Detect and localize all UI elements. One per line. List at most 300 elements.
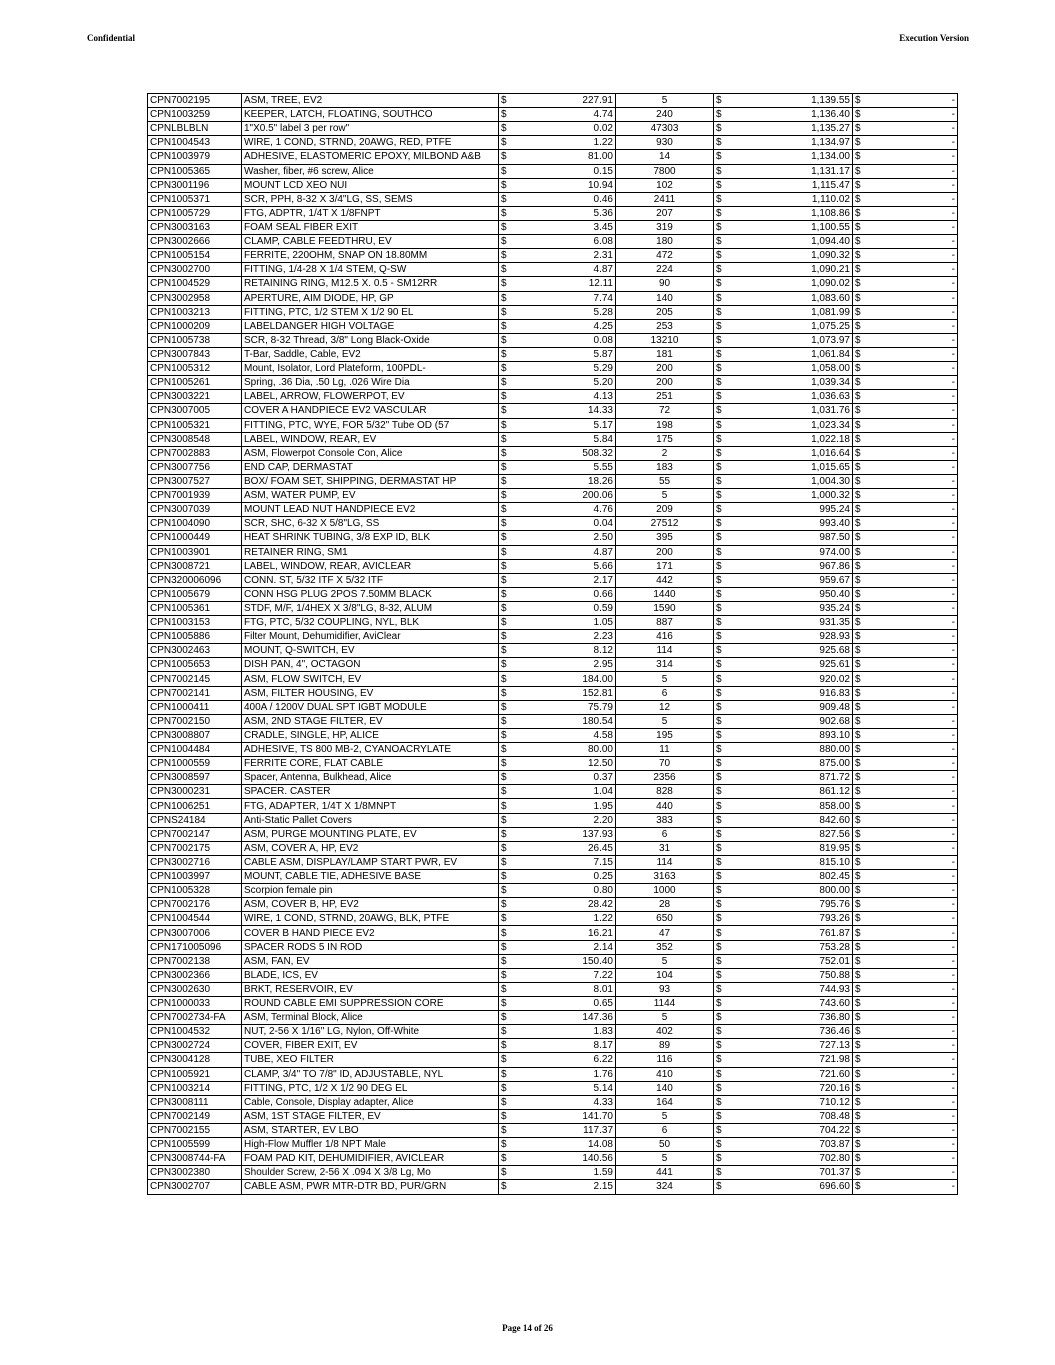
- currency-symbol: $: [501, 123, 507, 135]
- currency-symbol: $: [855, 236, 861, 248]
- description-cell: APERTURE, AIM DIODE, HP, GP: [242, 291, 499, 305]
- quantity-cell: 93: [616, 982, 714, 996]
- amount-value: -: [951, 969, 955, 981]
- currency-symbol: $: [716, 179, 722, 191]
- currency-symbol: $: [501, 1139, 507, 1151]
- unit-price-cell: [499, 1067, 616, 1081]
- unit-price-cell: [499, 362, 616, 376]
- currency-symbol: $: [716, 701, 722, 713]
- currency-symbol: $: [716, 1153, 722, 1165]
- currency-symbol: $: [716, 941, 722, 953]
- table-row: [148, 968, 958, 982]
- currency-symbol: $: [501, 1068, 507, 1080]
- part-number-cell: CPN3002707: [148, 1180, 242, 1194]
- currency-symbol: $: [501, 1040, 507, 1052]
- extended-price-value: 1,036.63: [811, 391, 850, 403]
- extended-price-value: 736.80: [819, 1012, 850, 1024]
- amount-value: -: [951, 998, 955, 1010]
- unit-price-value: 4.58: [593, 729, 613, 741]
- currency-symbol: $: [501, 504, 507, 516]
- part-number-cell: CPN3001196: [148, 178, 242, 192]
- amount-value: -: [951, 729, 955, 741]
- currency-symbol: $: [716, 1125, 722, 1137]
- description-cell: CABLE ASM, DISPLAY/LAMP START PWR, EV: [242, 855, 499, 869]
- extended-price-cell: [714, 1138, 853, 1152]
- part-number-cell: CPN7001939: [148, 489, 242, 503]
- currency-symbol: $: [501, 814, 507, 826]
- description-cell: COVER A HANDPIECE EV2 VASCULAR: [242, 404, 499, 418]
- currency-symbol: $: [716, 828, 722, 840]
- currency-symbol: $: [716, 983, 722, 995]
- extended-price-cell: [714, 573, 853, 587]
- currency-symbol: $: [716, 391, 722, 403]
- part-number-cell: CPN1003153: [148, 616, 242, 630]
- unit-price-cell: [499, 94, 616, 108]
- currency-symbol: $: [716, 1054, 722, 1066]
- extended-price-cell: [714, 785, 853, 799]
- unit-price-value: 28.42: [587, 899, 613, 911]
- description-cell: FITTING, PTC, WYE, FOR 5/32" Tube OD (57: [242, 418, 499, 432]
- unit-price-cell: [499, 573, 616, 587]
- currency-symbol: $: [716, 631, 722, 643]
- extended-price-value: 909.48: [819, 701, 850, 713]
- extended-price-cell: [714, 1166, 853, 1180]
- part-number-cell: CPN171005096: [148, 940, 242, 954]
- extended-price-value: 702.80: [819, 1153, 850, 1165]
- amount-value: -: [951, 179, 955, 191]
- extended-price-value: 752.01: [819, 955, 850, 967]
- amount-value: -: [951, 504, 955, 516]
- extended-price-cell: [714, 658, 853, 672]
- currency-symbol: $: [501, 334, 507, 346]
- part-number-cell: CPN7002175: [148, 841, 242, 855]
- currency-symbol: $: [855, 292, 861, 304]
- table-row: [148, 855, 958, 869]
- quantity-cell: 650: [616, 912, 714, 926]
- extended-price-cell: [714, 418, 853, 432]
- unit-price-cell: [499, 333, 616, 347]
- amount-cell: [853, 136, 958, 150]
- unit-price-value: 5.29: [593, 363, 613, 375]
- table-row: [148, 249, 958, 263]
- description-cell: Mount, Isolator, Lord Plateform, 100PDL-: [242, 362, 499, 376]
- quantity-cell: 47303: [616, 122, 714, 136]
- description-cell: MOUNT LCD XEO NUI: [242, 178, 499, 192]
- amount-cell: [853, 926, 958, 940]
- amount-cell: [853, 249, 958, 263]
- currency-symbol: $: [716, 1082, 722, 1094]
- currency-symbol: $: [716, 814, 722, 826]
- extended-price-value: 708.48: [819, 1110, 850, 1122]
- unit-price-cell: [499, 418, 616, 432]
- table-row: [148, 545, 958, 559]
- extended-price-value: 1,083.60: [811, 292, 850, 304]
- currency-symbol: $: [501, 842, 507, 854]
- amount-value: -: [951, 786, 955, 798]
- description-cell: STDF, M/F, 1/4HEX X 3/8"LG, 8-32, ALUM: [242, 601, 499, 615]
- amount-value: -: [951, 1167, 955, 1179]
- currency-symbol: $: [855, 998, 861, 1010]
- quantity-cell: 314: [616, 658, 714, 672]
- amount-cell: [853, 192, 958, 206]
- extended-price-cell: [714, 884, 853, 898]
- quantity-cell: 2411: [616, 192, 714, 206]
- amount-value: -: [951, 1082, 955, 1094]
- extended-price-value: 736.46: [819, 1026, 850, 1038]
- currency-symbol: $: [501, 165, 507, 177]
- currency-symbol: $: [855, 349, 861, 361]
- amount-cell: [853, 997, 958, 1011]
- currency-symbol: $: [855, 1054, 861, 1066]
- quantity-cell: 410: [616, 1067, 714, 1081]
- part-number-cell: CPN1005921: [148, 1067, 242, 1081]
- quantity-cell: 70: [616, 757, 714, 771]
- extended-price-value: 795.76: [819, 899, 850, 911]
- table-row: [148, 841, 958, 855]
- part-number-cell: CPN3008744-FA: [148, 1152, 242, 1166]
- part-number-cell: CPN1004484: [148, 743, 242, 757]
- amount-cell: [853, 898, 958, 912]
- header-confidential: Confidential: [87, 33, 136, 43]
- amount-value: -: [951, 405, 955, 417]
- amount-value: -: [951, 701, 955, 713]
- currency-symbol: $: [855, 1026, 861, 1038]
- unit-price-value: 5.36: [593, 207, 613, 219]
- currency-symbol: $: [501, 179, 507, 191]
- amount-value: -: [951, 758, 955, 770]
- extended-price-cell: [714, 587, 853, 601]
- unit-price-cell: [499, 813, 616, 827]
- currency-symbol: $: [855, 786, 861, 798]
- table-row: [148, 390, 958, 404]
- currency-symbol: $: [855, 532, 861, 544]
- currency-symbol: $: [855, 814, 861, 826]
- part-number-cell: CPN3000231: [148, 785, 242, 799]
- unit-price-cell: [499, 827, 616, 841]
- currency-symbol: $: [501, 151, 507, 163]
- currency-symbol: $: [716, 574, 722, 586]
- amount-value: -: [951, 1096, 955, 1108]
- quantity-cell: 195: [616, 728, 714, 742]
- currency-symbol: $: [855, 913, 861, 925]
- currency-symbol: $: [501, 588, 507, 600]
- part-number-cell: CPN1004529: [148, 277, 242, 291]
- extended-price-value: 1,081.99: [811, 306, 850, 318]
- currency-symbol: $: [855, 955, 861, 967]
- unit-price-cell: [499, 870, 616, 884]
- amount-value: -: [951, 1054, 955, 1066]
- currency-symbol: $: [716, 772, 722, 784]
- extended-price-value: 1,134.00: [811, 151, 850, 163]
- extended-price-value: 1,094.40: [811, 236, 850, 248]
- unit-price-value: 508.32: [582, 447, 613, 459]
- description-cell: MOUNT, Q-SWITCH, EV: [242, 644, 499, 658]
- quantity-cell: 6: [616, 827, 714, 841]
- amount-value: -: [951, 602, 955, 614]
- currency-symbol: $: [716, 518, 722, 530]
- unit-price-cell: [499, 855, 616, 869]
- amount-value: -: [951, 193, 955, 205]
- currency-symbol: $: [501, 955, 507, 967]
- amount-cell: [853, 1067, 958, 1081]
- amount-cell: [853, 771, 958, 785]
- table-row: [148, 1053, 958, 1067]
- quantity-cell: 3163: [616, 870, 714, 884]
- amount-value: -: [951, 1068, 955, 1080]
- extended-price-cell: [714, 94, 853, 108]
- quantity-cell: 55: [616, 474, 714, 488]
- table-row: [148, 658, 958, 672]
- part-number-cell: CPN3007005: [148, 404, 242, 418]
- currency-symbol: $: [501, 433, 507, 445]
- amount-cell: [853, 319, 958, 333]
- part-number-cell: CPN1005328: [148, 884, 242, 898]
- currency-symbol: $: [501, 828, 507, 840]
- currency-symbol: $: [716, 1068, 722, 1080]
- description-cell: CABLE ASM, PWR MTR-DTR BD, PUR/GRN: [242, 1180, 499, 1194]
- amount-cell: [853, 376, 958, 390]
- amount-value: -: [951, 913, 955, 925]
- quantity-cell: 14: [616, 150, 714, 164]
- part-number-cell: CPN3008807: [148, 728, 242, 742]
- extended-price-cell: [714, 390, 853, 404]
- currency-symbol: $: [855, 800, 861, 812]
- description-cell: CRADLE, SINGLE, HP, ALICE: [242, 728, 499, 742]
- currency-symbol: $: [855, 165, 861, 177]
- quantity-cell: 1590: [616, 601, 714, 615]
- currency-symbol: $: [716, 1181, 722, 1193]
- part-number-cell: CPN1000209: [148, 319, 242, 333]
- extended-price-value: 721.60: [819, 1068, 850, 1080]
- amount-cell: [853, 982, 958, 996]
- extended-price-cell: [714, 220, 853, 234]
- amount-cell: [853, 362, 958, 376]
- amount-cell: [853, 855, 958, 869]
- amount-cell: [853, 545, 958, 559]
- unit-price-value: 16.21: [587, 927, 613, 939]
- currency-symbol: $: [716, 264, 722, 276]
- part-number-cell: CPN1005738: [148, 333, 242, 347]
- unit-price-value: 1.83: [593, 1026, 613, 1038]
- currency-symbol: $: [855, 687, 861, 699]
- unit-price-cell: [499, 601, 616, 615]
- unit-price-value: 0.65: [593, 998, 613, 1010]
- amount-cell: [853, 390, 958, 404]
- extended-price-cell: [714, 531, 853, 545]
- currency-symbol: $: [501, 983, 507, 995]
- table-row: [148, 601, 958, 615]
- unit-price-value: 5.55: [593, 461, 613, 473]
- quantity-cell: 13210: [616, 333, 714, 347]
- part-number-cell: CPN3007006: [148, 926, 242, 940]
- quantity-cell: 140: [616, 1081, 714, 1095]
- part-number-cell: CPN1005321: [148, 418, 242, 432]
- description-cell: FITTING, PTC, 1/2 X 1/2 90 DEG EL: [242, 1081, 499, 1095]
- amount-cell: [853, 446, 958, 460]
- part-number-cell: CPN1005653: [148, 658, 242, 672]
- unit-price-value: 0.25: [593, 871, 613, 883]
- extended-price-cell: [714, 855, 853, 869]
- unit-price-value: 0.15: [593, 165, 613, 177]
- quantity-cell: 224: [616, 263, 714, 277]
- part-number-cell: CPN1000033: [148, 997, 242, 1011]
- currency-symbol: $: [501, 250, 507, 262]
- currency-symbol: $: [855, 673, 861, 685]
- currency-symbol: $: [855, 715, 861, 727]
- extended-price-value: 861.12: [819, 786, 850, 798]
- part-number-cell: CPN7002883: [148, 446, 242, 460]
- currency-symbol: $: [855, 772, 861, 784]
- extended-price-value: 902.68: [819, 715, 850, 727]
- extended-price-cell: [714, 1067, 853, 1081]
- table-row: [148, 108, 958, 122]
- description-cell: T-Bar, Saddle, Cable, EV2: [242, 347, 499, 361]
- unit-price-cell: [499, 771, 616, 785]
- currency-symbol: $: [855, 363, 861, 375]
- amount-value: -: [951, 476, 955, 487]
- table-row: [148, 616, 958, 630]
- quantity-cell: 207: [616, 206, 714, 220]
- currency-symbol: $: [855, 95, 861, 107]
- currency-symbol: $: [716, 193, 722, 205]
- unit-price-cell: [499, 206, 616, 220]
- currency-symbol: $: [716, 969, 722, 981]
- unit-price-cell: [499, 587, 616, 601]
- part-number-cell: CPN1004543: [148, 136, 242, 150]
- currency-symbol: $: [716, 95, 722, 107]
- unit-price-value: 0.80: [593, 885, 613, 897]
- currency-symbol: $: [716, 842, 722, 854]
- unit-price-value: 147.36: [582, 1012, 613, 1024]
- unit-price-value: 141.70: [582, 1110, 613, 1122]
- currency-symbol: $: [501, 715, 507, 727]
- amount-cell: [853, 474, 958, 488]
- currency-symbol: $: [716, 885, 722, 897]
- extended-price-cell: [714, 446, 853, 460]
- quantity-cell: 324: [616, 1180, 714, 1194]
- part-number-cell: CPN3004128: [148, 1053, 242, 1067]
- description-cell: ASM, COVER A, HP, EV2: [242, 841, 499, 855]
- amount-cell: [853, 658, 958, 672]
- table-row: [148, 333, 958, 347]
- unit-price-value: 18.26: [587, 476, 613, 487]
- currency-symbol: $: [716, 1040, 722, 1052]
- unit-price-cell: [499, 489, 616, 503]
- extended-price-value: 916.83: [819, 687, 850, 699]
- amount-value: -: [951, 617, 955, 629]
- description-cell: ASM, 1ST STAGE FILTER, EV: [242, 1109, 499, 1123]
- currency-symbol: $: [855, 504, 861, 516]
- currency-symbol: $: [716, 899, 722, 911]
- description-cell: SPACER. CASTER: [242, 785, 499, 799]
- table-row: [148, 1138, 958, 1152]
- extended-price-cell: [714, 1095, 853, 1109]
- currency-symbol: $: [716, 560, 722, 572]
- currency-symbol: $: [501, 729, 507, 741]
- currency-symbol: $: [501, 786, 507, 798]
- currency-symbol: $: [501, 193, 507, 205]
- quantity-cell: 6: [616, 1123, 714, 1137]
- quantity-cell: 2356: [616, 771, 714, 785]
- quantity-cell: 5: [616, 1109, 714, 1123]
- extended-price-value: 703.87: [819, 1139, 850, 1151]
- table-row: [148, 503, 958, 517]
- extended-price-value: 827.56: [819, 828, 850, 840]
- extended-price-value: 893.10: [819, 729, 850, 741]
- unit-price-cell: [499, 1123, 616, 1137]
- unit-price-value: 1.76: [593, 1068, 613, 1080]
- quantity-cell: 12: [616, 700, 714, 714]
- description-cell: BOX/ FOAM SET, SHIPPING, DERMASTAT HP: [242, 474, 499, 488]
- table-row: [148, 178, 958, 192]
- extended-price-value: 880.00: [819, 744, 850, 756]
- amount-cell: [853, 503, 958, 517]
- currency-symbol: $: [501, 701, 507, 713]
- amount-cell: [853, 178, 958, 192]
- quantity-cell: 27512: [616, 517, 714, 531]
- unit-price-cell: [499, 1025, 616, 1039]
- part-number-cell: CPN1004532: [148, 1025, 242, 1039]
- extended-price-cell: [714, 728, 853, 742]
- amount-value: -: [951, 363, 955, 375]
- extended-price-value: 701.37: [819, 1167, 850, 1179]
- unit-price-value: 0.66: [593, 588, 613, 600]
- unit-price-value: 4.33: [593, 1096, 613, 1108]
- extended-price-cell: [714, 771, 853, 785]
- table-row: [148, 150, 958, 164]
- description-cell: KEEPER, LATCH, FLOATING, SOUTHCO: [242, 108, 499, 122]
- amount-value: -: [951, 1110, 955, 1122]
- description-cell: SCR, SHC, 6-32 X 5/8"LG, SS: [242, 517, 499, 531]
- amount-value: -: [951, 744, 955, 756]
- quantity-cell: 114: [616, 855, 714, 869]
- description-cell: Washer, fiber, #6 screw, Alice: [242, 164, 499, 178]
- description-cell: Anti-Static Pallet Covers: [242, 813, 499, 827]
- extended-price-value: 1,136.40: [811, 109, 850, 121]
- unit-price-value: 152.81: [582, 687, 613, 699]
- description-cell: Scorpion female pin: [242, 884, 499, 898]
- quantity-cell: 5: [616, 672, 714, 686]
- table-row: [148, 700, 958, 714]
- currency-symbol: $: [501, 222, 507, 234]
- amount-value: -: [951, 673, 955, 685]
- amount-value: -: [951, 306, 955, 318]
- quantity-cell: 116: [616, 1053, 714, 1067]
- extended-price-cell: [714, 362, 853, 376]
- currency-symbol: $: [716, 532, 722, 544]
- currency-symbol: $: [716, 109, 722, 121]
- currency-symbol: $: [855, 447, 861, 459]
- currency-symbol: $: [855, 701, 861, 713]
- unit-price-value: 1.05: [593, 617, 613, 629]
- description-cell: CONN HSG PLUG 2POS 7.50MM BLACK: [242, 587, 499, 601]
- unit-price-cell: [499, 305, 616, 319]
- extended-price-cell: [714, 630, 853, 644]
- amount-cell: [853, 1109, 958, 1123]
- currency-symbol: $: [501, 447, 507, 459]
- extended-price-value: 1,100.55: [811, 222, 850, 234]
- amount-value: -: [951, 1012, 955, 1024]
- table-row: [148, 362, 958, 376]
- unit-price-cell: [499, 714, 616, 728]
- extended-price-cell: [714, 347, 853, 361]
- unit-price-cell: [499, 1138, 616, 1152]
- currency-symbol: $: [501, 574, 507, 586]
- extended-price-value: 950.40: [819, 588, 850, 600]
- amount-cell: [853, 630, 958, 644]
- description-cell: 1"X0.5" label 3 per row": [242, 122, 499, 136]
- part-number-cell: CPN3002666: [148, 235, 242, 249]
